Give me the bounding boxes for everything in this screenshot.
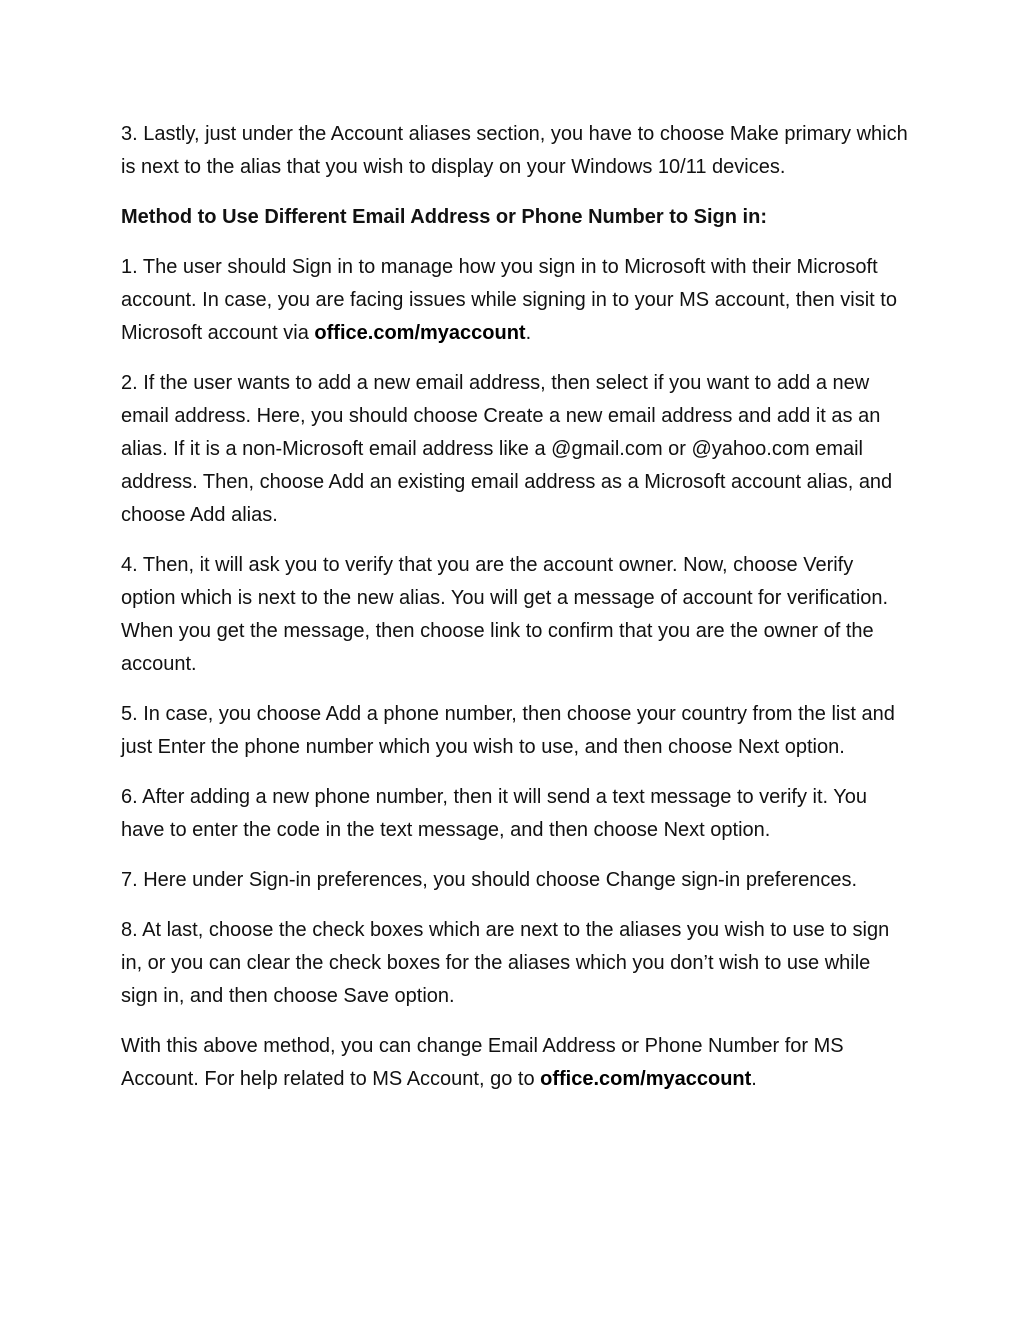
paragraph-step-2: 2. If the user wants to add a new email address, then select if you want to add a new email address. Here, you should choose Create a new email address and add it as an alias. If it is a non-Microsoft email address like a @gmail.com or @yahoo.com email address. Then, choose Add an existing email address as a Microsoft account alias, and choose Add alias. [121,372,893,526]
paragraph-step-3: 3. Lastly, just under the Account aliases section, you have to choose Make primary which is next to the alias that you wish to display on your Windows 10/11 devices. [121,123,908,178]
closing-end: . [751,1068,757,1090]
paragraph-step-1-text: 1. The user should Sign in to manage how you sign in to Microsoft with their Microsoft account. In case, you are facing issues while signing in to your MS account, then visit to Microsoft account via [121,256,897,344]
closing-text: With this above method, you can change Email Address or Phone Number for MS Account. For help related to MS Account, go to [121,1035,844,1090]
paragraph-step-7: 7. Here under Sign-in preferences, you should choose Change sign-in preferences. [121,869,857,891]
paragraph-step-5: 5. In case, you choose Add a phone number, then choose your country from the list and just Enter the phone number which you wish to use, and then choose Next option. [121,703,895,758]
paragraph-step-8: 8. At last, choose the check boxes which are next to the aliases you wish to use to sign in, or you can clear the check boxes for the aliases which you don’t wish to use while sign in, and then choose Save option. [121,919,890,1007]
document-page [121,118,911,1113]
myaccount-link[interactable]: office.com/myaccount [314,322,526,344]
closing-paragraph [121,1030,911,1096]
paragraph-step-6: 6. After adding a new phone number, then it will send a text message to verify it. You have to enter the code in the text message, and then choose Next option. [121,786,868,841]
paragraph-step-4: 4. Then, it will ask you to verify that you are the account owner. Now, choose Verify option which is next to the new alias. You will get a message of account for verification. When you get the message, then choose link to confirm that you are the owner of the account. [121,554,889,675]
section-heading: Method to Use Different Email Address or Phone Number to Sign in: [121,206,767,228]
closing-myaccount-link[interactable]: office.com/myaccount [540,1068,752,1090]
paragraph-step-1 [121,251,911,350]
paragraph-step-1-end: . [525,322,532,344]
